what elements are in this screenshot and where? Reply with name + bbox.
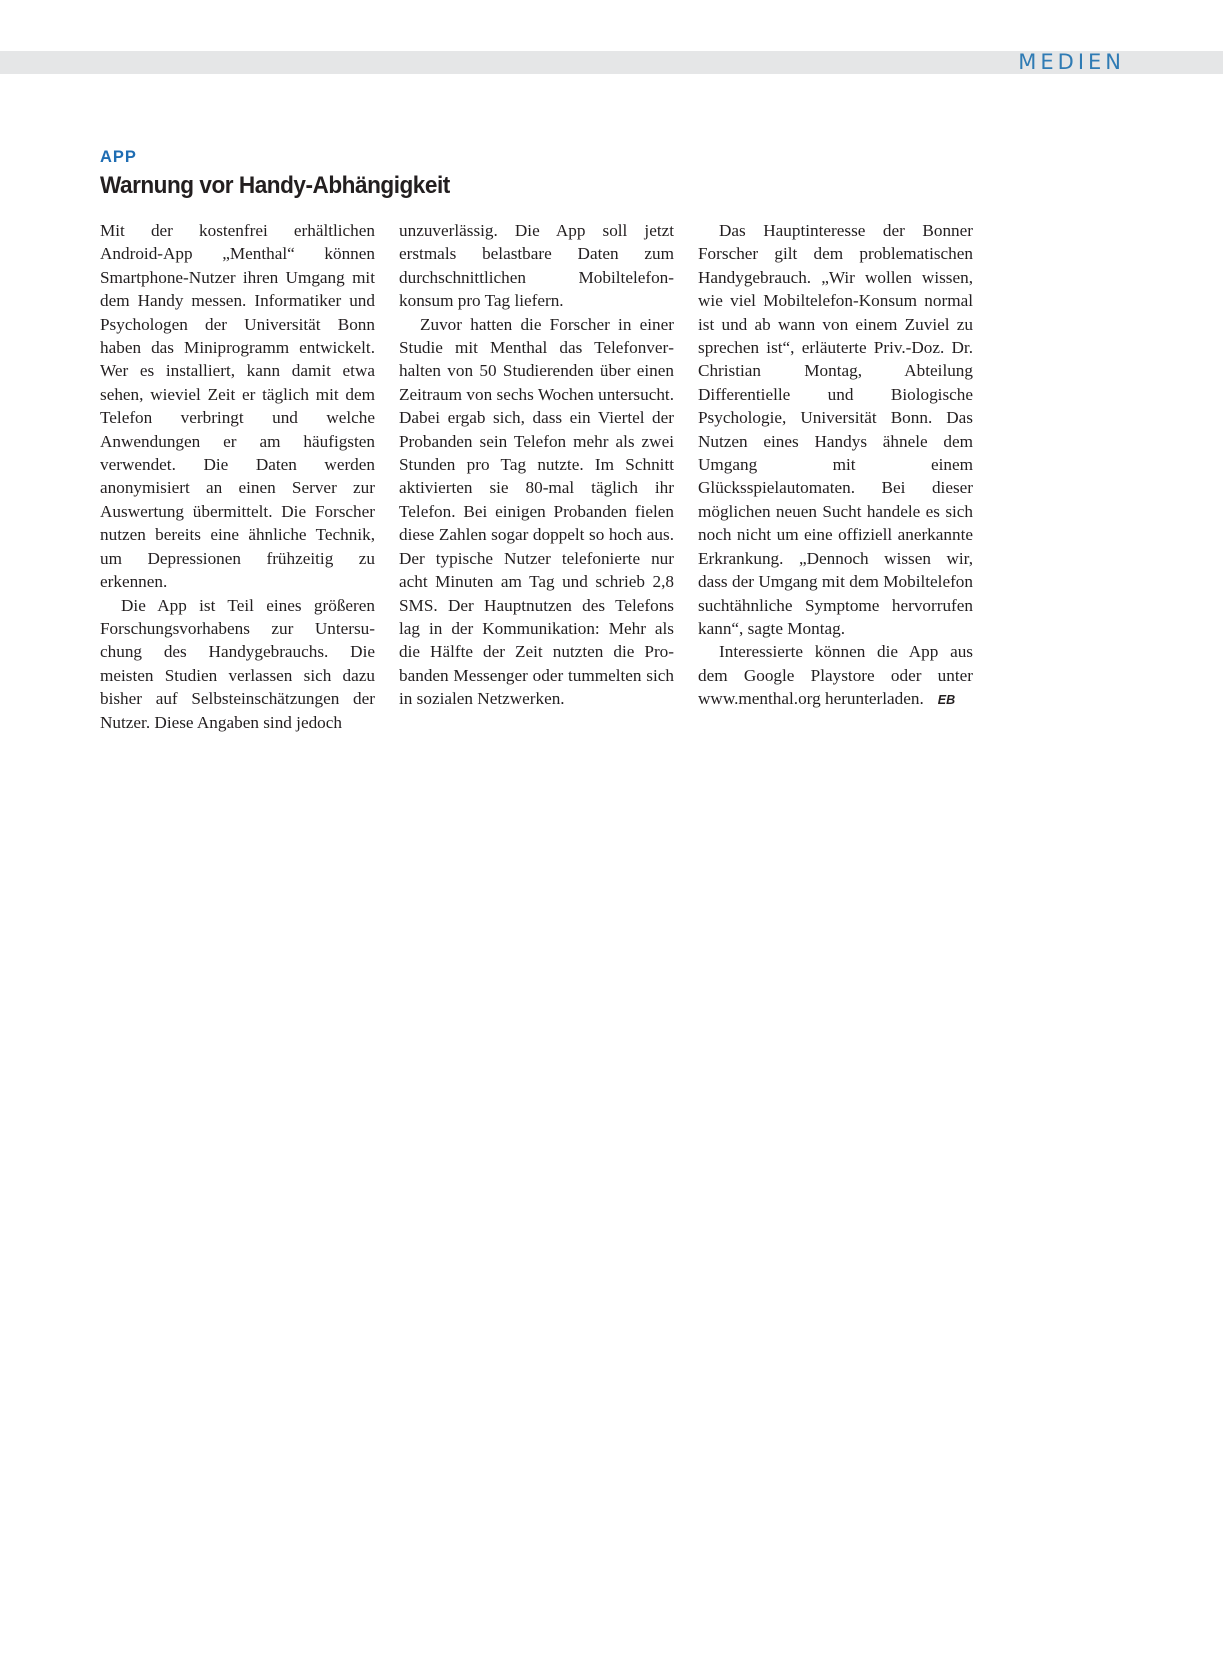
last-paragraph xyxy=(698,640,973,712)
article-column-3 xyxy=(698,219,973,734)
article-column-2 xyxy=(399,219,674,734)
article-body xyxy=(100,219,973,734)
paragraph: Das Hauptinteresse der Bonner Forscher gilt dem problematischen Handygebrauch. „Wir wollen wissen, wie viel Mobiltelefon-Konsum normal ist und ab wann von einem Zuviel zu sprechen ist“, erläuterte Priv.-Doz. Dr. Christian Montag, Abteilung Differentielle und Biologische Psychologie, Universität Bonn. Das Nutzen eines Handys ähnele dem Umgang mit einem Glücksspielautomaten. Bei dieser möglichen neuen Sucht handele es sich noch nicht um eine offiziell anerkannte Erkrankung. „Dennoch wissen wir, dass der Umgang mit dem Mobiltelefon suchtähnliche Symptome hervorrufen kann“, sagte Montag. xyxy=(698,221,973,638)
article-column-1 xyxy=(100,219,375,734)
paragraph: Mit der kostenfrei erhältlichen Android-App „Menthal“ können Smartphone-Nutzer ihren Umgang mit dem Handy messen. Informatiker und Psychologen der Universität Bonn haben das Miniprogramm entwickelt. Wer es installiert, kann damit etwa sehen, wieviel Zeit er täglich mit dem Telefon verbringt und welche Anwendungen er am häufigsten verwendet. Die Daten werden anonymisiert an einen Server zur Auswertung übermittelt. Die Forscher nutzen bereits eine ähnliche Technik, um Depressionen frühzeitig zu erkennen. xyxy=(100,221,375,592)
paragraph: Zuvor hatten die Forscher in einer Studie mit Menthal das Telefonverhalten von 50 Studierenden über einen Zeitraum von sechs Wochen untersucht. Dabei ergab sich, dass ein Viertel der Probanden sein Telefon mehr als zwei Stunden pro Tag nutzte. Im Schnitt aktivierten sie 80-mal täglich ihr Telefon. Bei einigen Probanden fielen diese Zahlen sogar doppelt so hoch aus. Der typische Nutzer telefonierte nur acht Minuten am Tag und schrieb 2,8 SMS. Der Hauptnutzen des Telefons lag in der Kommunikation: Mehr als die Hälfte der Zeit nutzten die Probanden Messenger oder tummelten sich in sozialen Netzwerken. xyxy=(399,314,674,709)
paragraph: Die App ist Teil eines größeren Forschungsvorhabens zur Untersuchung des Handygebrauchs. Die meisten Studien verlassen sich dazu bisher auf Selbsteinschätzungen der Nutzer. Diese Angaben sind jedoch xyxy=(100,595,375,732)
paragraph: unzuverlässig. Die App soll jetzt erstmals belastbare Daten zum durchschnittlichen Mobiltelefonkonsum pro Tag liefern. xyxy=(399,221,674,311)
paragraph-text: Interessierte können die App aus dem Google Playstore oder unter www.menthal.org herunterladen. xyxy=(698,642,973,709)
article-headline: Warnung vor Handy-Abhängigkeit xyxy=(100,172,450,199)
author-initials: EB xyxy=(937,693,956,708)
article-kicker: APP xyxy=(100,148,137,166)
section-label: MEDIEN xyxy=(1018,50,1125,74)
